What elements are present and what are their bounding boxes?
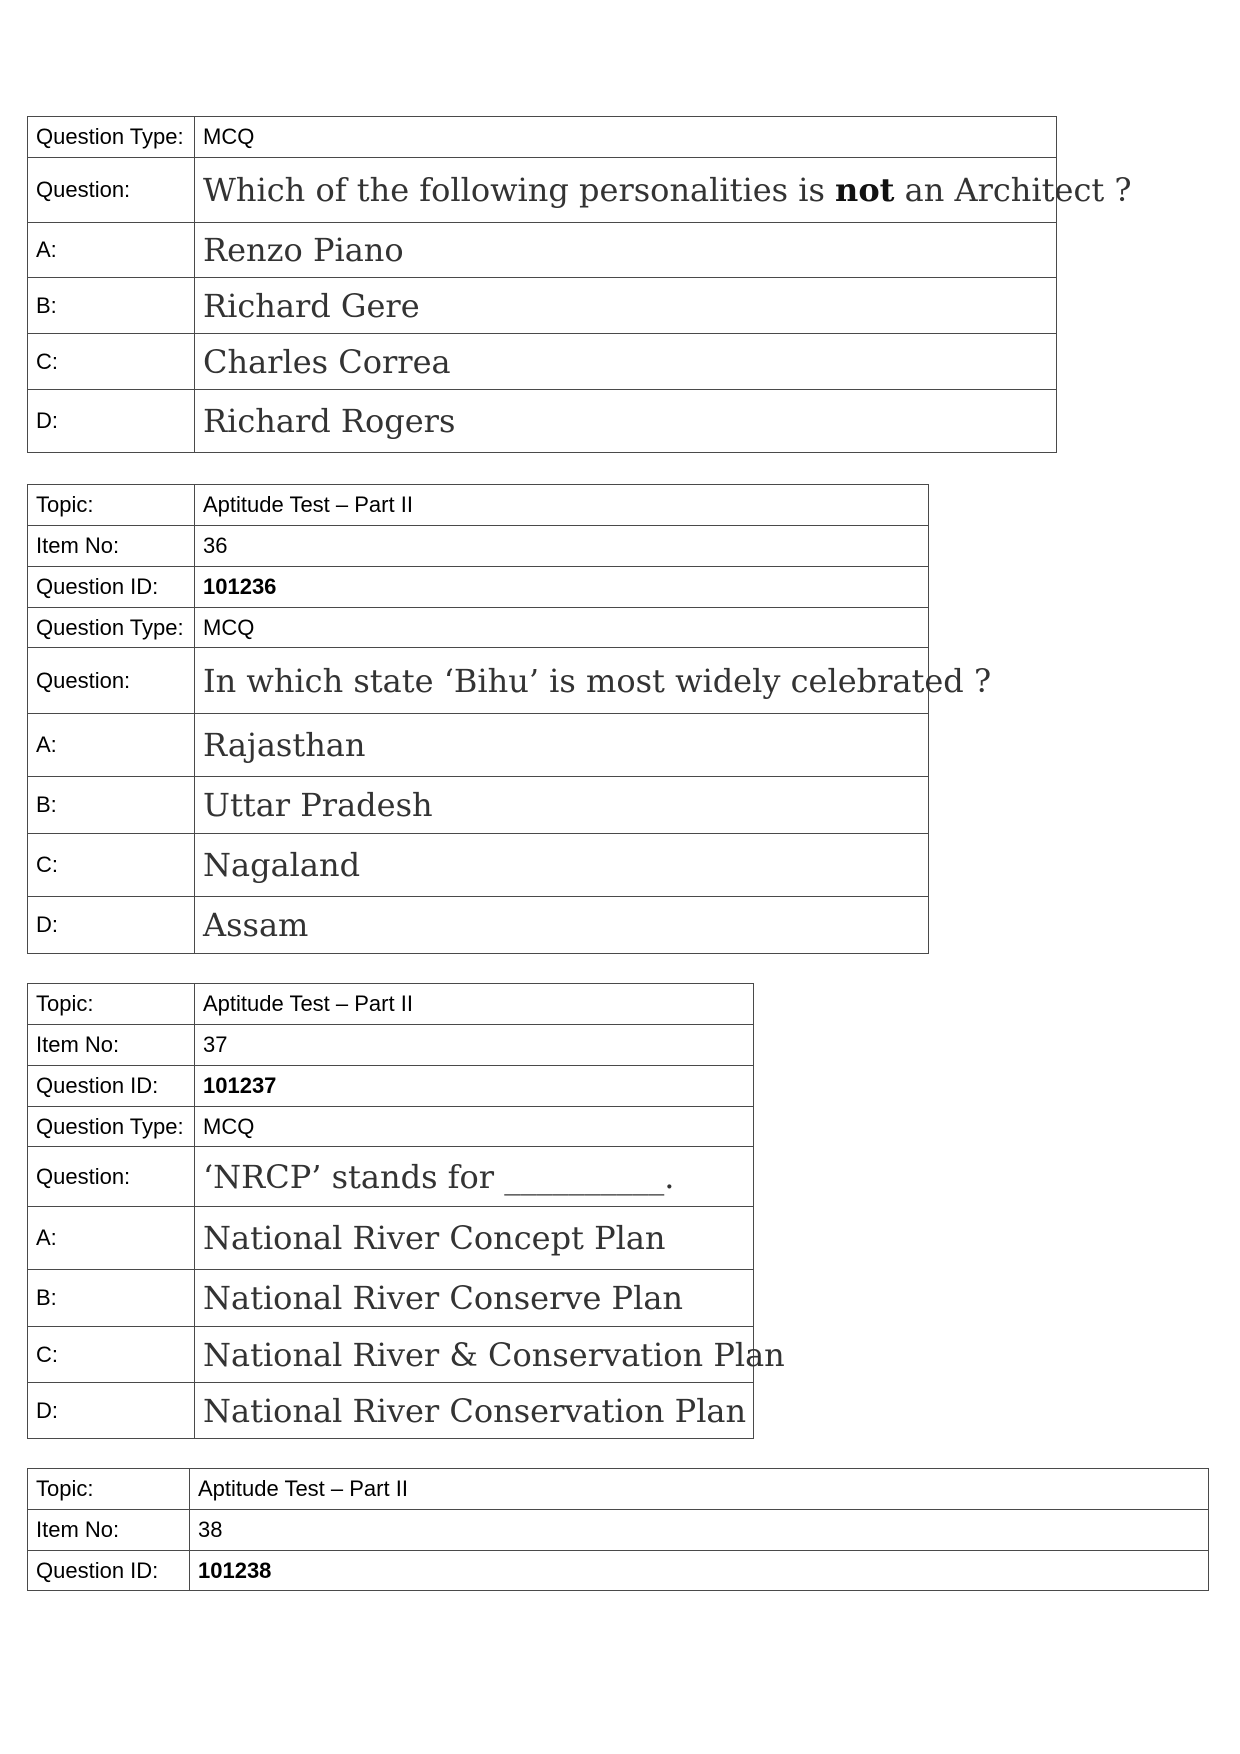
option-c-text: National River & Conservation Plan xyxy=(195,1327,754,1383)
question-block-36 xyxy=(27,484,992,954)
row-topic xyxy=(28,485,929,526)
question-id-value: 101236 xyxy=(195,567,929,608)
option-b-text: Richard Gere xyxy=(195,278,1057,334)
option-d-text: Assam xyxy=(195,897,929,954)
question-text-pre: Which of the following personalities is xyxy=(203,171,825,209)
question-id-value: 101237 xyxy=(195,1066,754,1107)
question-id-label: Question ID: xyxy=(28,1066,195,1107)
question-type-label: Question Type: xyxy=(28,117,195,158)
option-c-label: C: xyxy=(28,334,195,390)
row-option-a xyxy=(28,223,1057,278)
option-b-text: National River Conserve Plan xyxy=(195,1270,754,1327)
option-a-label: A: xyxy=(28,1207,195,1270)
question-label: Question: xyxy=(28,1147,195,1207)
question-text-emphasis: not xyxy=(835,171,895,209)
option-d-text: National River Conservation Plan xyxy=(195,1383,754,1439)
option-a-text: National River Concept Plan xyxy=(195,1207,754,1270)
option-d-label: D: xyxy=(28,390,195,453)
row-question xyxy=(28,648,929,714)
option-a-text: Renzo Piano xyxy=(195,223,1057,278)
row-option-c xyxy=(28,334,1057,390)
option-b-label: B: xyxy=(28,278,195,334)
row-item-no xyxy=(28,1025,754,1066)
row-question-id xyxy=(28,1551,1209,1591)
option-b-label: B: xyxy=(28,1270,195,1327)
topic-label: Topic: xyxy=(28,485,195,526)
question-id-value: 101238 xyxy=(190,1551,1209,1591)
option-c-text: Nagaland xyxy=(195,834,929,897)
option-d-text: Richard Rogers xyxy=(195,390,1057,453)
row-option-d xyxy=(28,1383,754,1439)
row-option-b xyxy=(28,278,1057,334)
option-b-text: Uttar Pradesh xyxy=(195,777,929,834)
row-option-a xyxy=(28,714,929,777)
item-no-label: Item No: xyxy=(28,1510,190,1551)
item-no-label: Item No: xyxy=(28,1025,195,1066)
option-d-label: D: xyxy=(28,1383,195,1439)
row-question-type xyxy=(28,1107,754,1147)
topic-value: Aptitude Test – Part II xyxy=(195,485,929,526)
item-no-value: 38 xyxy=(190,1510,1209,1551)
row-item-no xyxy=(28,1510,1209,1551)
row-option-b xyxy=(28,777,929,834)
question-type-label: Question Type: xyxy=(28,1107,195,1147)
item-no-value: 37 xyxy=(195,1025,754,1066)
row-option-d xyxy=(28,390,1057,453)
row-item-no xyxy=(28,526,929,567)
question-id-label: Question ID: xyxy=(28,1551,190,1591)
option-a-text: Rajasthan xyxy=(195,714,929,777)
question-type-value: MCQ xyxy=(195,608,929,648)
topic-value: Aptitude Test – Part II xyxy=(195,984,754,1025)
row-question xyxy=(28,1147,754,1207)
topic-label: Topic: xyxy=(28,984,195,1025)
row-option-b xyxy=(28,1270,754,1327)
option-a-label: A: xyxy=(28,223,195,278)
row-option-c xyxy=(28,834,929,897)
option-a-label: A: xyxy=(28,714,195,777)
row-question-id xyxy=(28,567,929,608)
question-block-35 xyxy=(27,116,1132,453)
question-text: ‘NRCP’ stands for __________. xyxy=(195,1147,754,1207)
question-block-38 xyxy=(27,1468,1209,1591)
row-question-type xyxy=(28,608,929,648)
question-text-post: an Architect ? xyxy=(904,171,1132,209)
question-type-value: MCQ xyxy=(195,1107,754,1147)
question-block-37 xyxy=(27,983,785,1439)
question-label: Question: xyxy=(28,158,195,223)
row-option-c xyxy=(28,1327,754,1383)
row-question-id xyxy=(28,1066,754,1107)
question-label: Question: xyxy=(28,648,195,714)
item-no-value: 36 xyxy=(195,526,929,567)
row-question-type xyxy=(28,117,1057,158)
row-option-a xyxy=(28,1207,754,1270)
topic-label: Topic: xyxy=(28,1469,190,1510)
option-c-label: C: xyxy=(28,1327,195,1383)
question-type-label: Question Type: xyxy=(28,608,195,648)
row-option-d xyxy=(28,897,929,954)
option-c-text: Charles Correa xyxy=(195,334,1057,390)
question-type-value: MCQ xyxy=(195,117,1057,158)
question-text: In which state ‘Bihu’ is most widely celebrated ? xyxy=(195,648,929,714)
item-no-label: Item No: xyxy=(28,526,195,567)
topic-value: Aptitude Test – Part II xyxy=(190,1469,1209,1510)
question-id-label: Question ID: xyxy=(28,567,195,608)
question-text xyxy=(195,158,1132,223)
row-question xyxy=(28,158,1057,223)
option-d-label: D: xyxy=(28,897,195,954)
option-b-label: B: xyxy=(28,777,195,834)
row-topic xyxy=(28,1469,1209,1510)
option-c-label: C: xyxy=(28,834,195,897)
row-topic xyxy=(28,984,754,1025)
